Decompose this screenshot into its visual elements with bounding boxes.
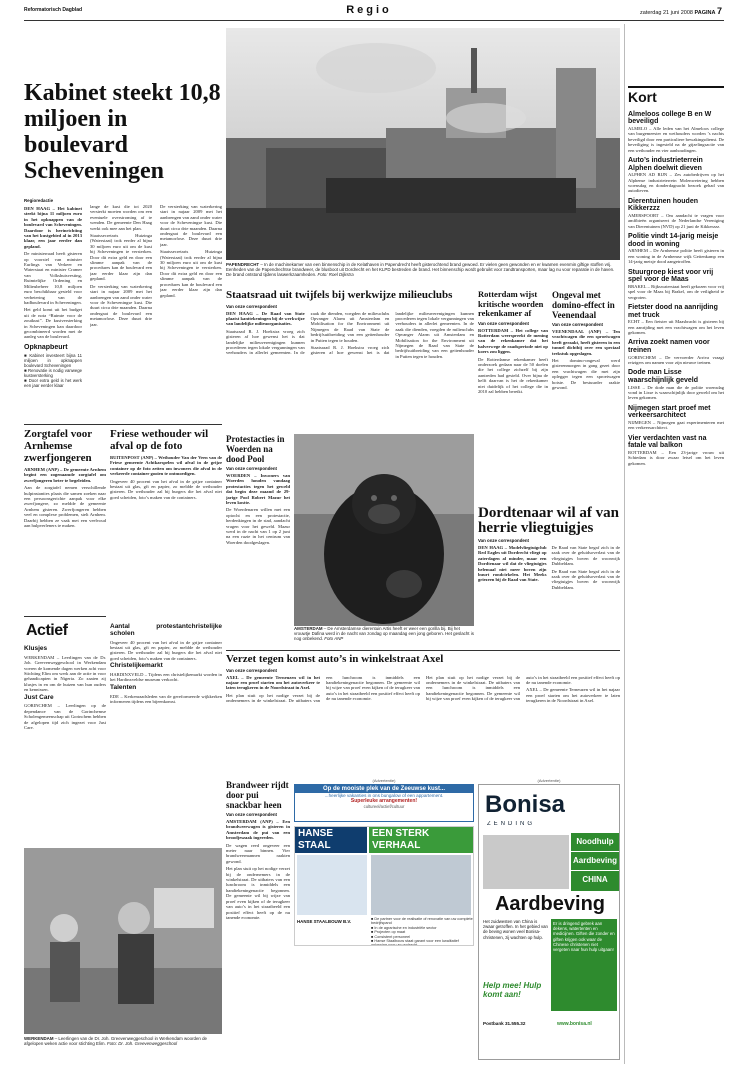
kort-item-headline: Arriva zoekt namen voor treinen xyxy=(628,339,710,354)
kort-item-text: ALMELO – Alle leden van het Almeloos college van burgemeester en wethouders worden ’s nachts beveiligd door een particuliere bewakingsdienst. De beveiliging is ingesteld na de gijzelingsactie van een wethouder en vier aanhoudingen. xyxy=(628,125,724,153)
verzet-headline: Verzet tegen komst auto’s in winkelstraat Axel xyxy=(226,654,444,665)
gorilla-photo xyxy=(294,434,474,626)
kort-item-text: NIJMEGEN – Nijmegen gaat experimenteren met een verkeersarchitect. xyxy=(628,419,724,431)
kort-item xyxy=(628,369,724,400)
kort-item-text: BRAKEL – Rijkswaterstaat heeft gekozen voor vrij spel voor de Maas bij Brakel, om de veiligheid te vergroten. xyxy=(628,283,724,300)
kort-item-headline: Dode man Lisse waarschijnlijk geveld xyxy=(628,369,699,384)
kort-item-text: GORINCHEM – De vervoerder Arriva vraagt reizigers om namen voor zijn nieuwe treinen. xyxy=(628,354,724,365)
dordtenaar-article: Dordtenaar wil af van herrie vliegtuigjes Van onze correspondent DEN HAAG – Modelvliegtuigclub Red Eagles uit Dordrecht vliegt op zaterdagen al minder, maar een Dordtenaar wil dat de vliegtuigjes helemaal niet meer boven zijn buurt rondcirkelen. Het Meeks griezeen bij de Raad van State. De Raad van State begaf zich in de zaak over de geluidsoverlast van de vliegtuigjes boven de woonwijk Dubbeldam. De Raad van State begaf zich in de zaak over de geluidsoverlast van de vliegtuigjes boven de woonwijk Dubbeldam. xyxy=(478,506,620,590)
ad-bonisa[interactable]: Bonisa ZENDING Noodhulp Aardbeving CHINA Aardbeving Het zuidwesten van China is zwaar getroffen. In het gebied van de beving wonen veel Bonisa-christenen, zij wachten op hulp. Er is dringend gebrek aan dekens, watertenten en medicijnen. Giften die zonder en giften krijgen ook waar de Chinese christenen niet vergeten naar hun hulp uitgaan! Help mee! Hulp komt aan! Postbank 31.555.32 www.bonisa.nl xyxy=(478,784,620,1060)
lead-byline: Regioredactie xyxy=(24,198,54,203)
kort-item-headline: Fietster dood na aanrijding met truck xyxy=(628,303,718,319)
klusjes-photo xyxy=(24,848,222,1034)
kort-item-text: ARNHEM – De Arnhemse politie heeft gisteren in een woning in de Arnhemse wijk Geitenkamp een 14-jarig meisje dood aangetroffen. xyxy=(628,248,724,265)
bonisa-help: Help mee! Hulp komt aan! xyxy=(483,981,542,999)
zorgtafel-headline: Zorgtafel voor Arnhemse zwerfjongeren xyxy=(24,428,92,464)
lead-paragraph-2: De ministerraad heeft gisteren op voorstel van minister Eurlings van Verkeer en Waterstaat en minister Cramer van Volkshuisvesting, Ruimtelijke Ordening en Milieubeheer 10,8 miljoen euro beschikbaar gesteld voor verbetering van de badboulevard in Scheveningen. xyxy=(24,251,82,305)
opknapbeurt-box xyxy=(24,344,82,412)
kort-item-text: ECHT – Een fietster uit Maasbracht is gisteren bij een aanrijding met een vrachtwagen om het leven gekomen. xyxy=(628,319,724,335)
ongeval-headline: Ongeval met domino-effect in Veenendaal xyxy=(552,290,615,320)
lead-column-3: De versterking van waterkering start in najaar 2009 met het aanbrengen van zand onder water voor de Scheveningse kust. Die duurt circa drie maanden. Daarna ondergaat de boulevard een metamorfose. Deze duurt drie jaar. Staatssecretaris Huizinga (Waterstaat) trok eerder al bijna 30 miljoen euro uit om de kust bij Scheveningen te versterken. Door dit extra geld en door een slimme aanpak van de procedures kan de boulevard een jaar eerder klaar zijn dan gepland. xyxy=(160,204,222,298)
kort-item xyxy=(628,157,724,194)
protestacties-headline: Protestacties in Woerden na dood Pool xyxy=(226,434,285,464)
verzet-article: Verzet tegen komst auto’s in winkelstraat Axel Van onze correspondent AXEL – De gemeente Terneuzen wil in het najaar een proef starten om het autoverkeer te laten terugkeren in de Noordstraat in Axel. Het plan stuit op het nodige verzet bij de ondernemers in de winkelstraat. De uitbaters van een lunchroom is inmiddels een handtekeningenactie begonnen. De gemeente wil bij wijze van proef even kijken of de terugkeer van auto’s in het straatbeeld een positief effect heeft op de nu tanende economie. Het plan stuit op het nodige verzet bij de ondernemers in de winkelstraat. De uitbaters van een lunchroom is inmiddels een handtekeningenactie begonnen. De gemeente wil bij wijze van proef even kijken of de terugkeer van auto’s in het straatbeeld een positief effect heeft op de nu tanende economie. AXEL – De gemeente Terneuzen wil in het najaar een proef starten om het autoverkeer te laten terugkeren in de Noordstraat in Axel. xyxy=(226,654,620,704)
ad-label: (Advertentie) xyxy=(372,778,396,783)
kort-item-headline: Vier verdachten vast na fatale val balkon xyxy=(628,434,707,450)
kort-title: Kort xyxy=(628,86,724,105)
kort-column xyxy=(628,86,724,1066)
opknapbeurt-title: Opknapbeurt xyxy=(24,344,68,351)
staatsraad-headline: Staatsraad uit twijfels bij werkwijze milieuclubs xyxy=(226,290,453,301)
kort-item xyxy=(628,339,724,365)
header-section: Regio xyxy=(346,4,392,16)
ship-illustration xyxy=(226,28,620,260)
kort-item xyxy=(628,304,724,335)
header-paper-name: Reformatorisch Dagblad xyxy=(24,7,83,13)
kort-item-headline: Nijmegen start proef met verkeersarchitect xyxy=(628,404,711,420)
bonisa-big-title: Aardbeving xyxy=(494,893,606,915)
rotterdam-article: Rotterdam wijst kritische woorden rekenkamer af Van onze correspondent ROTTERDAM – Het college van Rotterdam weerspreekt de mening van de rekenkamer dat het halverwege de raadsperiode niet op koers zou liggen. De Rotterdamse rekenkamer heeft onderzoek gedaan naar de 50 doelen die het college zichzelf bij zijn aantreden had gesteld. Over bijna de helft daarvan is het de rekenkamer niet duidelijk of het college die in 2010 zal hebben bereikt. xyxy=(478,290,548,394)
gorilla-illustration xyxy=(294,434,474,626)
kort-item xyxy=(628,405,724,431)
kort-item-headline: Politie vindt 14-jarig meisje dood in woning xyxy=(628,233,719,248)
brandweer-headline: Brandweer rijdt door pui snackbar heen xyxy=(226,780,289,810)
ongeval-article: Ongeval met domino-effect in Veenendaal Van onze correspondent VEENENDAAL (ANP) – Ten vrachtwagen die een sproeiwagen heeft geraakt, heeft gisteren in een tunnel dichtbij over een speciaal trekstuk opgeslagen. Het domino-ongeval werd gisterenmorgen in gang gezet door een vrachtwagen die met zijn oplegger tegen een sproeiwagen botste. De bestuurder raakte gewond. xyxy=(552,290,620,391)
gorilla-caption: AMSTERDAM – De Amsterdamse dierentuin Artis heeft er weer een gorilla bij. Bij het vrouwtje Dafina werd in de nacht van zondag op maandag een jong geboren. Het geslacht is nog onbekend. Foto ANP xyxy=(294,626,474,642)
kort-item-headline: Auto’s industrieterrein Alphen doelwit dieven xyxy=(628,156,703,172)
fire-ship-caption: PAPENDRECHT – In de machinekamer van een binnenschip in de Kelathaven in Papendrecht heeft gisterochtend brand gewoed. Er vielen geen gewonden en er kwamen evenmin giftige stoffen vrij. Eenheden van de Papendrechtse brandweer, de blusboot uit Dordrecht en het KLPD bestreden de brand. Het binnenschip wordt gebruikt voor zandtransporten, maar lag nu voor reparatie in de haven. De brand ontstond tijdens laswerkzaamheden. Foto: Roel Dijkstra xyxy=(226,262,615,278)
ad-zeeuwse-kust[interactable]: Op de mooiste plek van de Zeeuwse kust... ...heerlijke vakanties in ons bungalow of een appartement. Superleuke arrangementen! cultureel/actief/cultuur xyxy=(294,784,474,822)
header-date: zaterdag 21 juni 2008 PAGINA 7 xyxy=(640,6,722,16)
masthead xyxy=(0,0,738,22)
kort-item xyxy=(628,269,724,300)
photo-credit: Foto: Roel Dijkstra xyxy=(317,272,354,278)
kort-item-headline: Stuurgroep kiest voor vrij spel voor de Maas xyxy=(628,268,714,284)
kort-item-headline: Almeloos college B en W beveiligd xyxy=(628,110,712,126)
brandweer-article: Brandweer rijdt door pui snackbar heen Van onze correspondent AMSTERDAM (ANP) – Een brandweerwagen is gisteren in Amsterdam de pui van een broodjeszaak ingereden. De wagen reed ongeveer een meter naar binnen. Vier brandweermannen raakten gewond. Het plan stuit op het nodige verzet bij de ondernemers in de winkelstraat. De uitbaters van een lunchroom is inmiddels een handtekeningenactie begonnen. De gemeente wil bij wijze van proef even kijken of de terugkeer van auto’s in het straatbeeld een positief effect heeft op de nu tanende economie. xyxy=(226,780,290,920)
kort-item-text: LISSE – De dode man die de politie woensdag vond in Lisse is waarschijnlijk door geweld om het leven gekomen. xyxy=(628,384,724,401)
protestacties-article: Protestacties in Woerden na dood Pool Van onze correspondent WOERDEN – Inwoners van Woerden houden vandaag protestacties tegen het geweld dat begin deze maand de 29-jarige Pool Robert Mazur het leven kostte. De Woerdenaren willen met een optocht en een protestactie, herdenkingen in de stad, aandacht vragen voor het geweld. Mazur werd in de nacht van 1 op 2 juni na een ruzie in het centrum van Woerden doodgeslagen. xyxy=(226,434,290,545)
kort-item xyxy=(628,111,724,153)
actief-column-1: Klusjes WERKENDAM – Leerlingen van de Dr. Joh. Greevenweggeschool in Werkendam voeren de komende dagen werken acht voor Stichting Elim om werk aan de actie in voor gehandicapten in Nigeria. Zo zaaien zij klusjes in en om de huizen van hun ouders en kennissen. Just Care GORINCHEM – Leerlingen op de dependance van de Gorinchemse Scholengemeenschap uit Gorinchem hebben de afgelopen tijd zich ingezet voor Just Care. xyxy=(24,645,106,731)
opk-item: ■ Door extra geld is het werk een jaar eerder klaar xyxy=(24,378,82,389)
kort-item-text: ROTTERDAM – Een 23-jarige vrouw uit Schiedam is door zwaar letsel om het leven gekomen. xyxy=(628,449,724,466)
opk-item: ■ Kabinet investeert bijna 11 miljoen in opknappen boulevard Scheveningen xyxy=(24,353,82,369)
lead-headline: Kabinet steekt 10,8 miljoen in boulevard Scheveningen xyxy=(24,80,221,184)
ad-hanse-staal[interactable]: HANSE STAAL EEN STERK VERHAAL HANSE STAALBOUW B.V. ■ De partner voor de realisatie of renovatie van uw complete bedrijfspand ■ In de agrarische en industriële sector ■ Projecten op maat ■ Consistent personeel ■ Hanse Staalbouw staat garant voor een kwalitatief oplossing voor uw opdracht xyxy=(294,826,474,946)
dordtenaar-headline: Dordtenaar wil af van herrie vliegtuigjes xyxy=(478,506,619,536)
rotterdam-headline: Rotterdam wijst kritische woorden rekenkamer af xyxy=(478,290,544,318)
kort-item-headline: Dierentuinen houden Kikkerzzz xyxy=(628,197,698,213)
bonisa-logo: Bonisa xyxy=(485,791,566,818)
lead-intro: DEN HAAG – Het kabinet steekt bijna 11 miljoen euro in het opknappen van de boulevard van Scheveningen. Daardoor is herinrichting van het kustgebied al in 2013 klaar, een jaar eerder dan gepland. xyxy=(24,206,82,249)
staatsraad-article: Staatsraad uit twijfels bij werkwijze milieuclubs Van onze correspondent DEN HAAG – De Raad van State plaatst kanttekeningen bij de werkwijze van landelijke milieuorganisaties. Staatsraad R. J. Hoekstra vroeg zich gisteren af hoe gewenst het is dat landelijke milieuverenigingen kunnen procederen tegen lokale vergunningen van veehouders in allerlei gemeenten. In de zaak die dienden, voegden de milieuclubs Opvanger Alarm uit Amsterdam en Mobilisation for the Environment uit Nijmegen de Raad van State de bedrijfsuitbreiding van een geitenhouder in Putten tegen te houden. Staatsraad R. J. Hoekstra vroeg zich gisteren af hoe gewenst het is dat landelijke milieuverenigingen kunnen procederen tegen lokale vergunningen van veehouders in allerlei gemeenten. In de zaak die dienden, voegden de milieuclubs Opvanger Alarm uit Amsterdam en Mobilisation for the Environment uit Nijmegen de Raad van State de bedrijfsuitbreiding van een geitenhouder in Putten tegen te houden. xyxy=(226,290,474,359)
lead-column-2: lange de kust die tot 2020 versterkt moeten worden om een eventuele overstroming af te wenden. De gemeente Den Haag werkt ook mee aan het plan. Staatssecretaris Huizinga (Waterstaat) trok eerder al bijna 30 miljoen euro uit om de kust bij Scheveningen te versterken. Door dit extra geld en door een slimme aanpak van de procedures kan de boulevard een jaar eerder klaar zijn dan gepland. De versterking van waterkering start in najaar 2009 met het aanbrengen van zand onder water voor de Scheveningse kust. Die duurt circa drie maanden. Daarna ondergaat de boulevard een metamorfose. Deze duurt drie jaar. xyxy=(90,204,152,327)
kort-item-text: ALPHEN AD RIJN – Zes autobedrijven op het Alphense industrieterrein Molenwetering hebben woensdag en donderdagnacht bezoek gehad van autodieven. xyxy=(628,172,724,194)
friese-headline: Friese wethouder wil afval op de foto xyxy=(110,428,209,452)
friese-article: Friese wethouder wil afval op de foto BUITENPOST (ANP) – Wethouder Van der Veen van de Friese gemeente Achtkarspelen wil afval in de grijze container op de foto zetten om inwoners die afval in de verkeerde container gooien te ontmoedigen. Ongeveer 40 procent van het afval in de grijze container bestaat uit glas, gft en papier, zo meldde de wethouder gisteren. De wethouder zal bij burgers die het afval niet goed scheiden, foto’s maken van de containers. xyxy=(110,428,222,500)
opk-item: ■ Renovatie is nodig vanwege kustversterking xyxy=(24,368,82,379)
klusjes-caption: WERKENDAM – Leerlingen van de Dr. Joh. Greevenweggeschool in Werkendam woorden de afgelopen weken actie voor stichting Elim. Foto: Dr. Joh. Greevenweggeschool xyxy=(24,1036,207,1047)
fire-ship-photo xyxy=(226,28,620,260)
zorgtafel-article: Zorgtafel voor Arnhemse zwerfjongeren ARNHEM (ANP) – De gemeente Arnhem begint een zogenaamde zorgtafel om zwerfjongeren beter te begeleiden. Aan de zorgtafel nemen verschillende hulpinstanties plaats die samen zoeken naar een persoonsgerichte aanpak voor elke zwerfjongere, zo meldde de gemeente Arnhem gisteren. Zwerfjongeren hebben veel en complexe problemen, stelt Arnhem. Daarbij hebben ze vaak met een veelvoud aan hulpverleners te maken. xyxy=(24,428,106,529)
kort-item xyxy=(628,198,724,229)
kort-item-text: AMERSFOORT – Om aandacht te vragen voor amfibieën organiseert de Nederlandse Vereniging van Dierentuinen (NVD) op 21 juni de Kikkerzzz. xyxy=(628,212,724,229)
actief-column-2: Aantal protestantchristelijke scholen Ongeveer 40 procent van het afval in de grijze container bestaat uit glas, gft en papier, zo meldde de wethouder gisteren. De wethouder zal bij burgers die het afval niet goed scheiden, foto’s maken van de containers. Christelijkemarkt HARDINXVELD – Tijdens een christelijkemarkt worden in het Hardinxveldse museum verkocht. Talenten EDE – Kerkenraadsleden van de gereformeerde wijkkerken informeren tijdens een bijeenkomst. xyxy=(110,623,222,705)
children-photo-illustration xyxy=(24,848,222,1034)
kort-item xyxy=(628,233,724,264)
lead-paragraph-3: Het geld komt uit het budget uit de nota “Ruimte voor de zoutkust”. De kustversterking in Scheveningen kan daardoor gecombineerd worden met de aanleg van de boulevard. xyxy=(24,307,82,340)
kort-item xyxy=(628,435,724,466)
actief-logo: Actief xyxy=(26,622,68,639)
page-number: 7 xyxy=(716,6,722,16)
